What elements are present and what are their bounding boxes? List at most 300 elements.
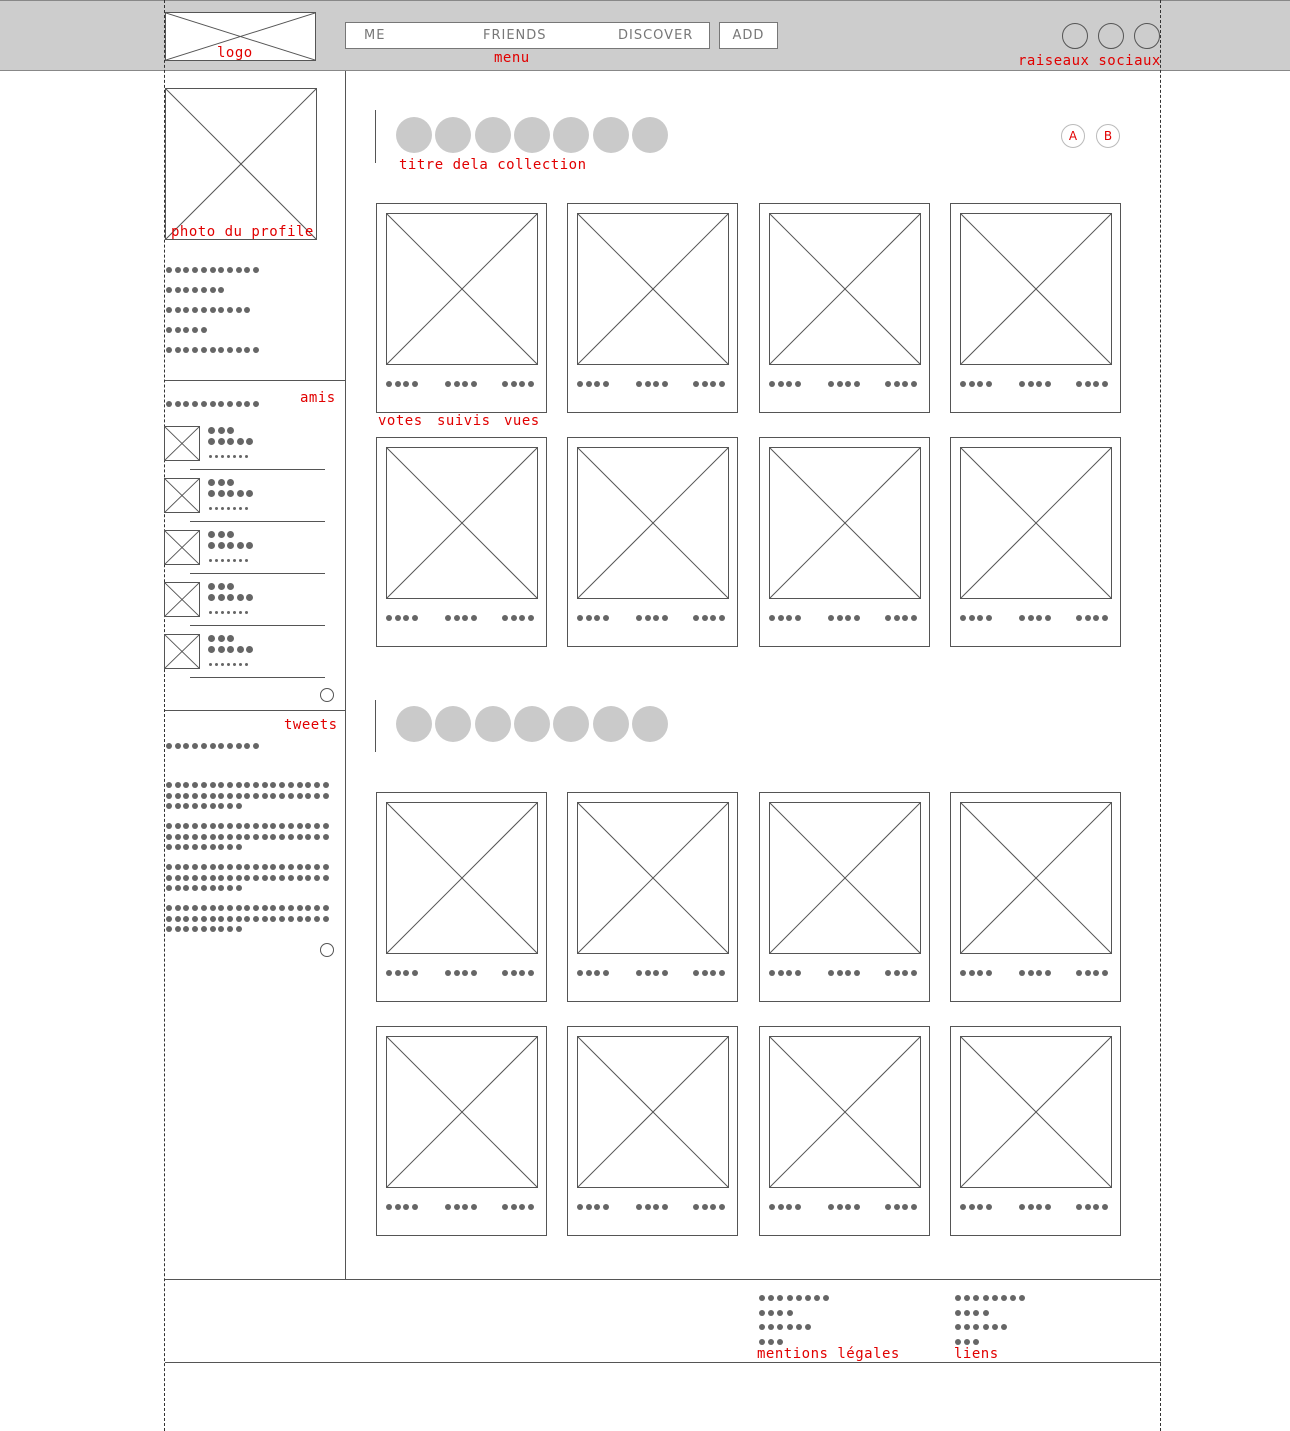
card-stat-dot <box>653 970 659 976</box>
filler-text-dot <box>244 916 250 922</box>
filler-text-dot <box>201 347 207 353</box>
filler-text-dot <box>227 438 234 445</box>
filler-text-dot <box>279 916 285 922</box>
card-stat-dot <box>528 970 534 976</box>
filler-text-dot <box>805 1324 811 1330</box>
card-stat-dot <box>786 1204 792 1210</box>
card-stat-dot <box>445 970 451 976</box>
filler-text-dot <box>221 663 224 666</box>
friend-separator <box>190 677 325 678</box>
image-placeholder-icon <box>961 1037 1111 1187</box>
filler-text-dot <box>166 844 172 850</box>
filler-text-dot <box>166 864 172 870</box>
filler-text-dot <box>236 267 242 273</box>
filler-text-dot <box>218 875 224 881</box>
filler-text-dot <box>166 875 172 881</box>
card-stat-dot <box>403 970 409 976</box>
card-stat-dot <box>885 970 891 976</box>
filler-text-dot <box>201 864 207 870</box>
filler-text-dot <box>279 823 285 829</box>
card-stat-dot <box>519 381 525 387</box>
card-stat-dot <box>828 381 834 387</box>
filler-text-dot <box>208 594 215 601</box>
filler-text-dot <box>210 834 216 840</box>
filler-text-dot <box>210 401 216 407</box>
filler-text-dot <box>973 1310 979 1316</box>
filler-text-dot <box>233 507 236 510</box>
filler-text-dot <box>192 287 198 293</box>
filler-text-dot <box>183 905 189 911</box>
filler-text-dot <box>192 307 198 313</box>
card-stat-dot <box>854 381 860 387</box>
collection-title-bar <box>375 110 376 163</box>
filler-text-dot <box>192 347 198 353</box>
stat-label-vues: vues <box>504 413 540 429</box>
card-stat-dot <box>577 1204 583 1210</box>
filler-text-dot <box>768 1310 774 1316</box>
filler-text-dot <box>183 327 189 333</box>
collection-title-bar <box>375 700 376 752</box>
image-placeholder-icon <box>165 583 199 616</box>
collection-tag-icon[interactable] <box>396 117 432 153</box>
card-stat-dot <box>594 970 600 976</box>
card-stat-dot <box>1019 970 1025 976</box>
filler-text-dot <box>201 844 207 850</box>
filler-text-dot <box>262 834 268 840</box>
filler-text-dot <box>796 1324 802 1330</box>
filler-text-dot <box>973 1295 979 1301</box>
card-stat-dot <box>837 970 843 976</box>
filler-text-dot <box>227 905 233 911</box>
card-stat-dot <box>502 381 508 387</box>
filler-text-dot <box>183 803 189 809</box>
image-placeholder-icon <box>770 1037 920 1187</box>
card-image <box>386 447 538 599</box>
filler-text-dot <box>227 427 234 434</box>
filler-text-dot <box>253 401 259 407</box>
card-image <box>386 802 538 954</box>
card-stat-dot <box>911 1204 917 1210</box>
card-stat-dot <box>1036 970 1042 976</box>
filler-text-dot <box>166 267 172 273</box>
sidebar-separator <box>165 380 345 381</box>
card-image <box>386 1036 538 1188</box>
menu-item-me[interactable]: ME <box>364 28 386 43</box>
filler-text-dot <box>314 905 320 911</box>
filler-text-dot <box>244 875 250 881</box>
card-stat-dot <box>894 381 900 387</box>
filler-text-dot <box>270 782 276 788</box>
card-stat-dot <box>977 970 983 976</box>
filler-text-dot <box>201 743 207 749</box>
profile-photo[interactable] <box>165 88 317 240</box>
filler-text-dot <box>227 834 233 840</box>
card-stat-dot <box>519 1204 525 1210</box>
image-placeholder-icon <box>770 214 920 364</box>
collection-button-a[interactable]: A <box>1061 124 1085 148</box>
filler-text-dot <box>253 875 259 881</box>
card-stat-dot <box>778 615 784 621</box>
filler-text-dot <box>305 793 311 799</box>
menu-item-discover[interactable]: DISCOVER <box>618 28 694 43</box>
filler-text-dot <box>166 287 172 293</box>
card-stat-dot <box>511 615 517 621</box>
filler-text-dot <box>208 635 215 642</box>
filler-text-dot <box>175 844 181 850</box>
filler-text-dot <box>192 844 198 850</box>
card-stat-dot <box>1045 615 1051 621</box>
filler-text-dot <box>227 507 230 510</box>
card-stat-dot <box>795 970 801 976</box>
filler-text-dot <box>218 307 224 313</box>
friend-avatar[interactable] <box>164 582 200 617</box>
card-stat-dot <box>902 970 908 976</box>
card-image <box>769 802 921 954</box>
filler-text-dot <box>175 916 181 922</box>
filler-text-dot <box>210 864 216 870</box>
filler-text-dot <box>201 267 207 273</box>
filler-text-dot <box>796 1295 802 1301</box>
filler-text-dot <box>805 1295 811 1301</box>
filler-text-dot <box>218 594 225 601</box>
collection-tag-icon[interactable] <box>475 117 511 153</box>
filler-text-dot <box>305 864 311 870</box>
friend-avatar[interactable] <box>164 530 200 565</box>
card-stat-dot <box>960 970 966 976</box>
filler-text-dot <box>175 287 181 293</box>
card-stat-dot <box>845 1204 851 1210</box>
card-stat-dot <box>1045 1204 1051 1210</box>
card-stat-dot <box>462 970 468 976</box>
card-stat-dot <box>586 615 592 621</box>
filler-text-dot <box>183 834 189 840</box>
filler-text-dot <box>323 916 329 922</box>
filler-text-dot <box>297 834 303 840</box>
collection-tag-icon[interactable] <box>514 706 550 742</box>
filler-text-dot <box>236 793 242 799</box>
filler-text-dot <box>270 916 276 922</box>
collection-tag-icon[interactable] <box>475 706 511 742</box>
filler-text-dot <box>166 926 172 932</box>
card-stat-dot <box>837 615 843 621</box>
filler-text-dot <box>210 926 216 932</box>
filler-text-dot <box>201 327 207 333</box>
card-stat-dot <box>710 970 716 976</box>
more-tweets-icon[interactable] <box>320 943 334 957</box>
card-stat-dot <box>636 381 642 387</box>
filler-text-dot <box>262 905 268 911</box>
filler-text-dot <box>166 327 172 333</box>
filler-text-dot <box>246 438 253 445</box>
filler-text-dot <box>297 782 303 788</box>
filler-text-dot <box>218 531 225 538</box>
filler-text-dot <box>183 743 189 749</box>
card-stat-dot <box>710 381 716 387</box>
image-placeholder-icon <box>578 214 728 364</box>
card-stat-dot <box>902 615 908 621</box>
filler-text-dot <box>237 542 244 549</box>
collection-tag-icon[interactable] <box>435 706 471 742</box>
filler-text-dot <box>297 793 303 799</box>
card-stat-dot <box>1076 615 1082 621</box>
filler-text-dot <box>183 916 189 922</box>
card-stat-dot <box>462 381 468 387</box>
filler-text-dot <box>262 864 268 870</box>
card-stat-dot <box>645 970 651 976</box>
card-stat-dot <box>786 381 792 387</box>
logo-label: logo <box>217 45 253 61</box>
filler-text-dot <box>239 455 242 458</box>
filler-text-dot <box>253 864 259 870</box>
collection-tag-icon[interactable] <box>435 117 471 153</box>
card-stat-dot <box>828 615 834 621</box>
more-friends-icon[interactable] <box>320 688 334 702</box>
card-stat-dot <box>662 381 668 387</box>
legal-label: mentions légales <box>757 1346 900 1362</box>
filler-text-dot <box>227 307 233 313</box>
filler-text-dot <box>227 455 230 458</box>
social-circle-icon[interactable] <box>1134 23 1160 49</box>
card-stat-dot <box>471 381 477 387</box>
filler-text-dot <box>279 782 285 788</box>
filler-text-dot <box>201 834 207 840</box>
filler-text-dot <box>323 823 329 829</box>
filler-text-dot <box>227 347 233 353</box>
collection-tag-icon[interactable] <box>553 117 589 153</box>
filler-text-dot <box>239 611 242 614</box>
filler-text-dot <box>297 823 303 829</box>
collection-title-label: titre dela collection <box>399 157 587 173</box>
image-placeholder-icon <box>961 803 1111 953</box>
social-circle-icon[interactable] <box>1062 23 1088 49</box>
filler-text-dot <box>227 916 233 922</box>
friend-avatar[interactable] <box>164 634 200 669</box>
filler-text-dot <box>297 905 303 911</box>
card-stat-dot <box>977 615 983 621</box>
collection-tag-icon[interactable] <box>514 117 550 153</box>
filler-text-dot <box>201 803 207 809</box>
social-label: raiseaux sociaux <box>1018 53 1161 69</box>
card-stat-dot <box>769 1204 775 1210</box>
collection-button-b[interactable]: B <box>1096 124 1120 148</box>
card-stat-dot <box>645 615 651 621</box>
card-stat-dot <box>386 970 392 976</box>
card-stat-dot <box>395 615 401 621</box>
filler-text-dot <box>192 782 198 788</box>
card-image <box>960 447 1112 599</box>
filler-text-dot <box>175 823 181 829</box>
filler-text-dot <box>175 327 181 333</box>
collection-tag-icon[interactable] <box>632 706 668 742</box>
card-stat-dot <box>1102 1204 1108 1210</box>
card-stat-dot <box>894 970 900 976</box>
filler-text-dot <box>227 782 233 788</box>
filler-text-dot <box>236 782 242 788</box>
filler-text-dot <box>236 307 242 313</box>
filler-text-dot <box>288 916 294 922</box>
card-stat-dot <box>471 970 477 976</box>
filler-text-dot <box>210 347 216 353</box>
filler-text-dot <box>955 1324 961 1330</box>
card-stat-dot <box>511 381 517 387</box>
card-stat-dot <box>795 1204 801 1210</box>
filler-text-dot <box>237 438 244 445</box>
card-stat-dot <box>977 1204 983 1210</box>
filler-text-dot <box>218 542 225 549</box>
filler-text-dot <box>236 905 242 911</box>
filler-text-dot <box>210 782 216 788</box>
filler-text-dot <box>201 782 207 788</box>
filler-text-dot <box>208 427 215 434</box>
card-stat-dot <box>960 1204 966 1210</box>
card-stat-dot <box>845 381 851 387</box>
menu-item-friends[interactable]: FRIENDS <box>483 28 547 43</box>
filler-text-dot <box>215 559 218 562</box>
links-label: liens <box>954 1346 999 1362</box>
filler-text-dot <box>288 864 294 870</box>
filler-text-dot <box>973 1339 979 1345</box>
card-stat-dot <box>1019 1204 1025 1210</box>
card-image <box>577 1036 729 1188</box>
filler-text-dot <box>221 559 224 562</box>
filler-text-dot <box>227 926 233 932</box>
card-stat-dot <box>702 381 708 387</box>
card-stat-dot <box>778 381 784 387</box>
card-stat-dot <box>645 381 651 387</box>
card-image <box>769 447 921 599</box>
card-stat-dot <box>837 1204 843 1210</box>
filler-text-dot <box>305 823 311 829</box>
filler-text-dot <box>964 1339 970 1345</box>
card-stat-dot <box>528 1204 534 1210</box>
filler-text-dot <box>183 287 189 293</box>
card-stat-dot <box>1085 970 1091 976</box>
friend-separator <box>190 469 325 470</box>
filler-text-dot <box>201 905 207 911</box>
filler-text-dot <box>227 663 230 666</box>
filler-text-dot <box>210 793 216 799</box>
filler-text-dot <box>192 916 198 922</box>
filler-text-dot <box>218 844 224 850</box>
filler-text-dot <box>227 635 234 642</box>
collection-tag-icon[interactable] <box>396 706 432 742</box>
filler-text-dot <box>787 1324 793 1330</box>
card-stat-dot <box>911 615 917 621</box>
filler-text-dot <box>215 455 218 458</box>
card-stat-dot <box>386 615 392 621</box>
image-placeholder-icon <box>387 803 537 953</box>
card-stat-dot <box>1093 615 1099 621</box>
menu-label: menu <box>494 50 530 66</box>
filler-text-dot <box>270 864 276 870</box>
filler-text-dot <box>288 905 294 911</box>
filler-text-dot <box>210 916 216 922</box>
card-stat-dot <box>653 381 659 387</box>
left-guide-line <box>164 0 165 1431</box>
filler-text-dot <box>236 823 242 829</box>
filler-text-dot <box>768 1339 774 1345</box>
filler-text-dot <box>192 327 198 333</box>
filler-text-dot <box>253 916 259 922</box>
card-stat-dot <box>603 970 609 976</box>
image-placeholder-icon <box>165 531 199 564</box>
filler-text-dot <box>973 1324 979 1330</box>
card-stat-dot <box>577 615 583 621</box>
filler-text-dot <box>305 782 311 788</box>
image-placeholder-icon <box>770 448 920 598</box>
filler-text-dot <box>323 793 329 799</box>
friend-avatar[interactable] <box>164 426 200 461</box>
collection-tag-icon[interactable] <box>593 117 629 153</box>
filler-text-dot <box>244 347 250 353</box>
card-stat-dot <box>412 1204 418 1210</box>
filler-text-dot <box>227 559 230 562</box>
filler-text-dot <box>768 1295 774 1301</box>
filler-text-dot <box>209 507 212 510</box>
card-stat-dot <box>462 615 468 621</box>
social-circle-icon[interactable] <box>1098 23 1124 49</box>
card-image <box>960 802 1112 954</box>
card-stat-dot <box>445 381 451 387</box>
filler-text-dot <box>236 885 242 891</box>
filler-text-dot <box>279 864 285 870</box>
filler-text-dot <box>175 864 181 870</box>
card-stat-dot <box>412 615 418 621</box>
filler-text-dot <box>288 782 294 788</box>
filler-text-dot <box>218 267 224 273</box>
filler-text-dot <box>759 1324 765 1330</box>
collection-tag-icon[interactable] <box>632 117 668 153</box>
card-stat-dot <box>603 381 609 387</box>
collection-tag-icon[interactable] <box>593 706 629 742</box>
friends-label: amis <box>300 390 336 406</box>
add-button[interactable]: ADD <box>719 22 778 49</box>
card-image <box>577 802 729 954</box>
filler-text-dot <box>215 611 218 614</box>
card-stat-dot <box>577 381 583 387</box>
collection-tag-icon[interactable] <box>553 706 589 742</box>
card-stat-dot <box>1045 970 1051 976</box>
card-stat-dot <box>454 381 460 387</box>
filler-text-dot <box>192 864 198 870</box>
filler-text-dot <box>787 1295 793 1301</box>
filler-text-dot <box>262 823 268 829</box>
card-stat-dot <box>795 381 801 387</box>
card-stat-dot <box>693 1204 699 1210</box>
friend-avatar[interactable] <box>164 478 200 513</box>
filler-text-dot <box>175 782 181 788</box>
sidebar-separator <box>165 710 345 711</box>
filler-text-dot <box>218 926 224 932</box>
card-stat-dot <box>693 970 699 976</box>
filler-text-dot <box>244 267 250 273</box>
card-stat-dot <box>528 381 534 387</box>
filler-text-dot <box>787 1310 793 1316</box>
filler-text-dot <box>210 844 216 850</box>
card-stat-dot <box>986 381 992 387</box>
filler-text-dot <box>983 1310 989 1316</box>
card-stat-dot <box>693 381 699 387</box>
filler-text-dot <box>823 1295 829 1301</box>
card-stat-dot <box>519 615 525 621</box>
sidebar-divider <box>345 71 346 1279</box>
filler-text-dot <box>245 455 248 458</box>
filler-text-dot <box>208 542 215 549</box>
card-stat-dot <box>636 970 642 976</box>
card-image <box>960 1036 1112 1188</box>
card-stat-dot <box>502 1204 508 1210</box>
filler-text-dot <box>192 793 198 799</box>
